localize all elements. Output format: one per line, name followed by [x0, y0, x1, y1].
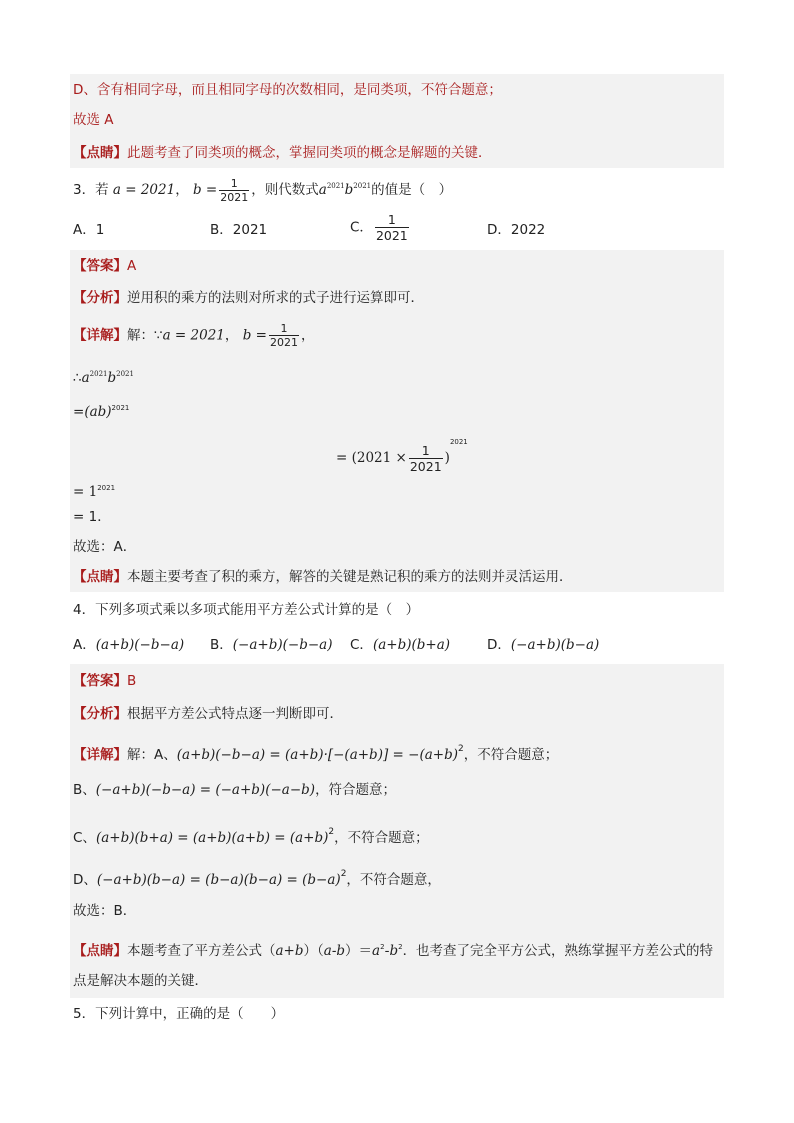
q3-option-c-fraction: $\frac{1}{2021}$	[375, 212, 408, 243]
q3-choose: 故选：A．	[73, 539, 137, 555]
question-4: 4．下列多项式乘以多项式能用平方差公式计算的是（ ）	[73, 602, 420, 618]
q3-detail: 【详解】解：∵a = 2021， b = $\frac{1}{2021}$ ，	[73, 322, 315, 349]
q3-dianjing: 【点睛】本题主要考查了积的乘方，解答的关键是熟记积的乘方的法则并灵活运用．	[73, 569, 573, 585]
q3-step-5: = 1．	[73, 509, 111, 525]
q4-detail-d: D、$(-a+b)(b-a) = (b-a)(b-a) = (b-a)^2$，不符合题意，	[73, 869, 441, 888]
q3-mid: ，则代数式	[251, 182, 319, 198]
q3-option-d[interactable]: D．2022	[487, 222, 546, 238]
q3-a-value: a = 2021	[112, 182, 176, 198]
q3-b-fraction: $\frac{1}{2021}$	[220, 176, 249, 204]
q4-answer: 【答案】B	[73, 673, 137, 689]
option-d-explanation: D、含有相同字母，而且相同字母的次数相同，是同类项，不符合题意；	[73, 82, 502, 98]
dianjing-text: 此题考查了同类项的概念，掌握同类项的概念是解题的关键．	[127, 145, 492, 161]
q4-detail-a: 【详解】解：A、$(a+b)(-b-a) = (a+b)\cdot[-(a+b)] = -(a+b)^2$，不符合题意；	[73, 744, 559, 763]
q3-step-1: $\therefore a^{2021}b^{2021}$	[73, 370, 134, 386]
q4-dianjing-1: 【点睛】本题考查了平方差公式$(a+b)(a-b)=a^2-b^2$．也考查了完全平方公式，熟练掌握平方差公式的特	[73, 943, 714, 959]
q3-answer: 【答案】A	[73, 258, 137, 274]
choose-line: 故选 A	[73, 112, 114, 128]
q3-expression: $a^{2021}b^{2021}$	[318, 182, 372, 198]
q4-detail-c: C、$(a+b)(b+a) = (a+b)(a+b) = (a+b)^2$，不符合题意；	[73, 827, 429, 846]
q3-option-c[interactable]: C． $\frac{1}{2021}$	[350, 212, 408, 243]
dianjing-line-1	[73, 143, 492, 163]
question-3: 3．若 a = 2021， b = $\frac{1}{2021}$ ，则代数式$a^{2021}b^{2021}$的值是（ ）	[73, 176, 453, 204]
q3-step-4: = $1^{2021}$	[73, 484, 116, 500]
q4-detail-b: B、(−a+b)(−b−a) = (−a+b)(−a−b)，符合题意；	[73, 782, 397, 798]
q3-step-3: = (2021 × $\frac{1}{2021}$ )$^{2021}$	[336, 438, 468, 474]
q3-option-a[interactable]: A．1	[73, 222, 105, 238]
q3-analysis: 【分析】逆用积的乘方的法则对所求的式子进行运算即可．	[73, 290, 424, 306]
q3-option-b[interactable]: B．2021	[210, 222, 268, 238]
q4-choose: 故选：B．	[73, 903, 137, 919]
q4-dianjing-2: 点是解决本题的关键．	[73, 973, 208, 989]
q4-option-a[interactable]: A．(a+b)(−b−a)	[73, 637, 185, 653]
dianjing-tag: 【点睛】	[73, 145, 127, 161]
question-5: 5．下列计算中，正确的是（ ）	[73, 1006, 285, 1022]
q4-option-d[interactable]: D．(−a+b)(b−a)	[487, 637, 600, 653]
q3-b-eq: b =	[193, 182, 218, 198]
q3-step-2: =(ab)$^{2021}$	[73, 404, 130, 420]
q4-option-b[interactable]: B．(−a+b)(−b−a)	[210, 637, 333, 653]
q4-analysis: 【分析】根据平方差公式特点逐一判断即可．	[73, 706, 343, 722]
q3-tail: 的值是（ ）	[371, 182, 453, 198]
q3-number: 3．若	[73, 182, 109, 198]
q4-option-c[interactable]: C．(a+b)(b+a)	[350, 637, 451, 653]
